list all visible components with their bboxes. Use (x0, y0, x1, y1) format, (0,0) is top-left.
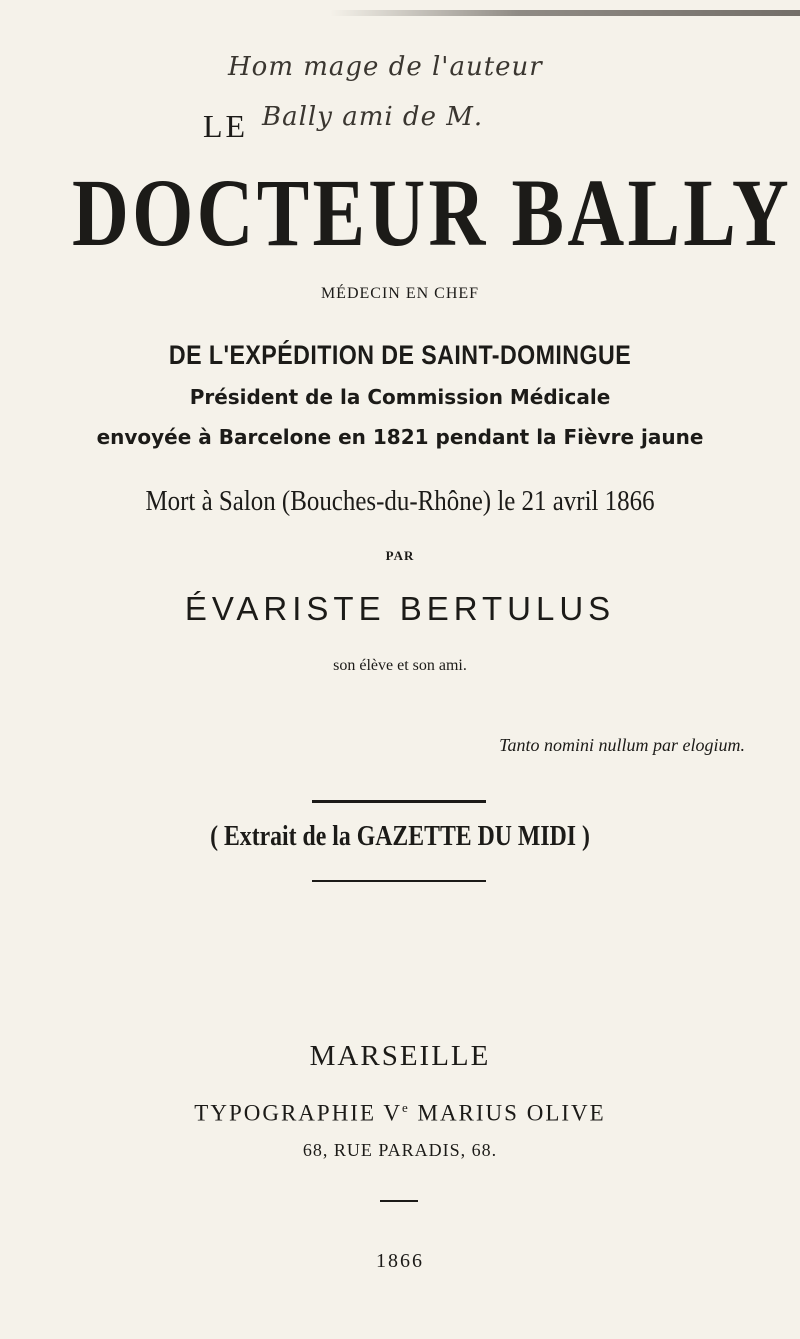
handwritten-dedication-line1: Hom mage de l'auteur (228, 52, 543, 82)
city: MARSEILLE (309, 1040, 491, 1072)
author-relation: son élève et son ami. (333, 657, 467, 674)
latin-motto: Tanto nomini nullum par elogium. (499, 735, 745, 755)
title-prefix: LE (203, 108, 249, 144)
publication-year: 1866 (376, 1250, 424, 1272)
subtitle: MÉDECIN EN CHEF (320, 285, 480, 302)
divider-bottom (312, 880, 486, 882)
extract-note: ( Extrait de la GAZETTE DU MIDI ) (210, 820, 590, 852)
printer-address: 68, RUE PARADIS, 68. (302, 1140, 498, 1160)
mission-line: envoyée à Barcelone en 1821 pendant la Fièvre jaune (96, 425, 704, 449)
author-name: ÉVARISTE BERTULUS (184, 590, 616, 627)
printer: TYPOGRAPHIE Ve MARIUS OLIVE (194, 1100, 606, 1126)
death-line: Mort à Salon (Bouches-du-Rhône) le 21 avril 1866 (145, 485, 655, 517)
small-divider (380, 1200, 418, 1202)
top-edge-rule (330, 10, 800, 16)
divider-top (312, 800, 486, 803)
by-label: PAR (385, 548, 415, 563)
expedition-line: DE L'EXPÉDITION DE SAINT-DOMINGUE (168, 340, 632, 370)
page-title: DOCTEUR BALLY (72, 159, 792, 266)
handwritten-dedication-line2: Bally ami de M. (262, 102, 484, 132)
president-line: Président de la Commission Médicale (189, 385, 611, 409)
